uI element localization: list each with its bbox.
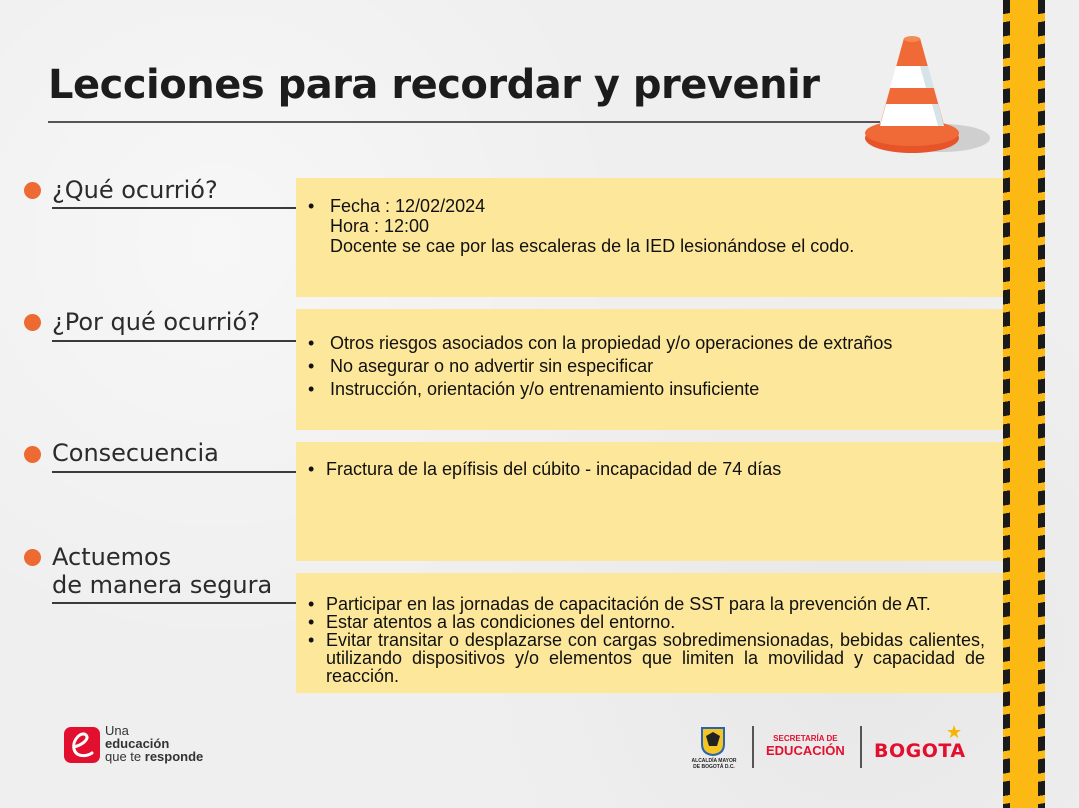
hazard-stripe	[1003, 0, 1045, 808]
section-label-line: Actuemos	[52, 543, 172, 571]
alcaldia-text: DE BOGOTÁ D.C.	[693, 764, 735, 770]
section-box-por-que-ocurrio	[296, 309, 1003, 430]
section-box-consecuencia	[296, 442, 1003, 561]
title-underline	[48, 121, 880, 123]
bogota-coat-of-arms-icon	[700, 726, 726, 756]
bullet-dot-icon	[24, 314, 41, 331]
logo-divider	[752, 726, 754, 768]
list-item: • Fecha : 12/02/2024	[296, 196, 1003, 216]
section-connector	[52, 340, 308, 342]
section-box-actuemos	[296, 573, 1003, 693]
traffic-cone-icon	[860, 34, 990, 164]
section-box-que-ocurrio	[296, 178, 1003, 297]
section-label-line: de manera segura	[52, 571, 273, 599]
hazard-stripe-left-edge	[1003, 0, 1010, 808]
star-icon: ★	[946, 722, 963, 742]
section-list	[296, 178, 1003, 256]
page-title: Lecciones para recordar y prevenir	[48, 62, 820, 108]
list-item: Hora : 12:00	[330, 216, 430, 236]
alcaldia-text: ALCALDÍA MAYOR	[691, 758, 737, 764]
list-item: • No asegurar o no advertir sin especificar	[296, 356, 1003, 376]
section-connector	[52, 471, 308, 473]
slogan-line: educación	[105, 736, 170, 751]
section-list	[296, 573, 1003, 685]
secretaria-text: EDUCACIÓN	[766, 743, 845, 758]
logo-divider	[860, 726, 862, 768]
bogota-logo-text: BOGOTA	[874, 740, 966, 762]
hazard-stripe-right-edge	[1038, 0, 1045, 808]
section-list	[296, 442, 1003, 479]
slogan-line-bold: responde	[144, 749, 204, 764]
bullet-dot-icon	[24, 549, 41, 566]
bullet-dot-icon	[24, 446, 41, 463]
section-label-consecuencia: Consecuencia	[52, 439, 219, 467]
list-item: • Estar atentos a las condiciones del entorno.	[296, 613, 1003, 631]
section-label-que-ocurrio: ¿Qué ocurrió?	[52, 176, 218, 204]
list-item: • Otros riesgos asociados con la propiedad y/o operaciones de extraños	[296, 333, 1003, 353]
list-item: Docente se cae por las escaleras de la IED lesionándose el codo.	[330, 236, 855, 256]
list-item: • Fractura de la epífisis del cúbito - incapacidad de 74 días	[296, 459, 1003, 479]
list-item: • Evitar transitar o desplazarse con cargas sobredimensionadas, bebidas calientes, utilizando dispositivos y/o elementos que limiten la movilidad y capacidad de reacción.	[296, 631, 1003, 685]
e-logo-icon	[64, 727, 100, 763]
section-label-actuemos	[52, 543, 272, 599]
section-connector	[52, 207, 308, 209]
section-label-por-que-ocurrio: ¿Por qué ocurrió?	[52, 308, 260, 336]
section-list	[296, 309, 1003, 399]
bullet-dot-icon	[24, 182, 41, 199]
section-connector	[52, 602, 308, 604]
slogan-line: Una	[105, 723, 129, 738]
slogan-line: que te	[105, 749, 145, 764]
list-item: • Participar en las jornadas de capacitación de SST para la prevención de AT.	[296, 595, 1003, 613]
secretaria-text: SECRETARÍA DE	[773, 734, 838, 743]
list-item: • Instrucción, orientación y/o entrenamiento insuficiente	[296, 379, 1003, 399]
